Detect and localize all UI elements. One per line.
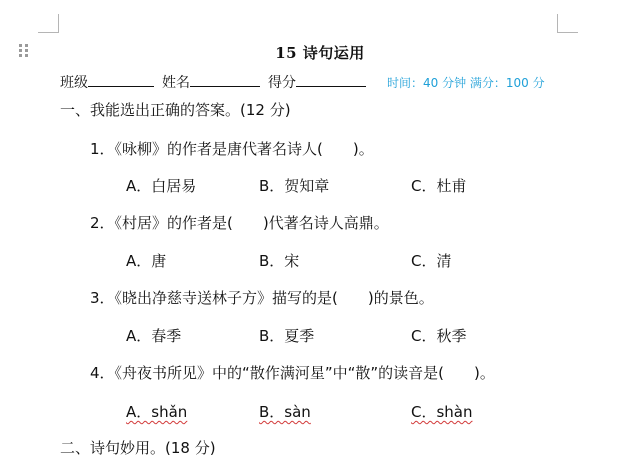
crop-mark-top-left	[38, 14, 59, 33]
option-a: A．白居易	[126, 177, 197, 195]
option-a: A．唐	[126, 252, 167, 270]
option-c: C．shàn	[411, 403, 473, 421]
question-3: 3．《晓出净慈寺送林子方》描写的是( )的景色。	[90, 289, 434, 307]
option-c: C．秋季	[411, 327, 467, 345]
document-title: 15 诗句运用	[275, 44, 365, 62]
crop-mark-top-right	[557, 14, 578, 33]
question-4: 4．《舟夜书所见》中的“散作满河星”中“散”的读音是( )。	[90, 364, 495, 382]
option-a: A．春季	[126, 327, 182, 345]
class-blank[interactable]	[88, 72, 154, 87]
option-b: B．宋	[259, 252, 300, 270]
option-b: B．夏季	[259, 327, 315, 345]
question-2: 2．《村居》的作者是( )代著名诗人高鼎。	[90, 214, 389, 232]
class-label: 班级	[60, 75, 88, 91]
question-1: 1．《咏柳》的作者是唐代著名诗人( )。	[90, 140, 374, 158]
option-a: A．shǎn	[126, 403, 188, 421]
student-info-line	[60, 72, 366, 92]
section-heading-2: 二、诗句妙用。(18 分)	[60, 439, 216, 457]
score-blank[interactable]	[296, 72, 366, 87]
option-b: B．贺知章	[259, 177, 330, 195]
score-label: 得分	[268, 75, 296, 91]
name-label: 姓名	[162, 75, 190, 91]
name-blank[interactable]	[190, 72, 260, 87]
option-c: C．清	[411, 252, 452, 270]
option-b: B．sàn	[259, 403, 311, 421]
time-score-info: 时间：40 分钟 满分：100 分	[387, 76, 545, 90]
option-c: C．杜甫	[411, 177, 467, 195]
section-heading-1: 一、我能选出正确的答案。(12 分)	[60, 101, 291, 119]
